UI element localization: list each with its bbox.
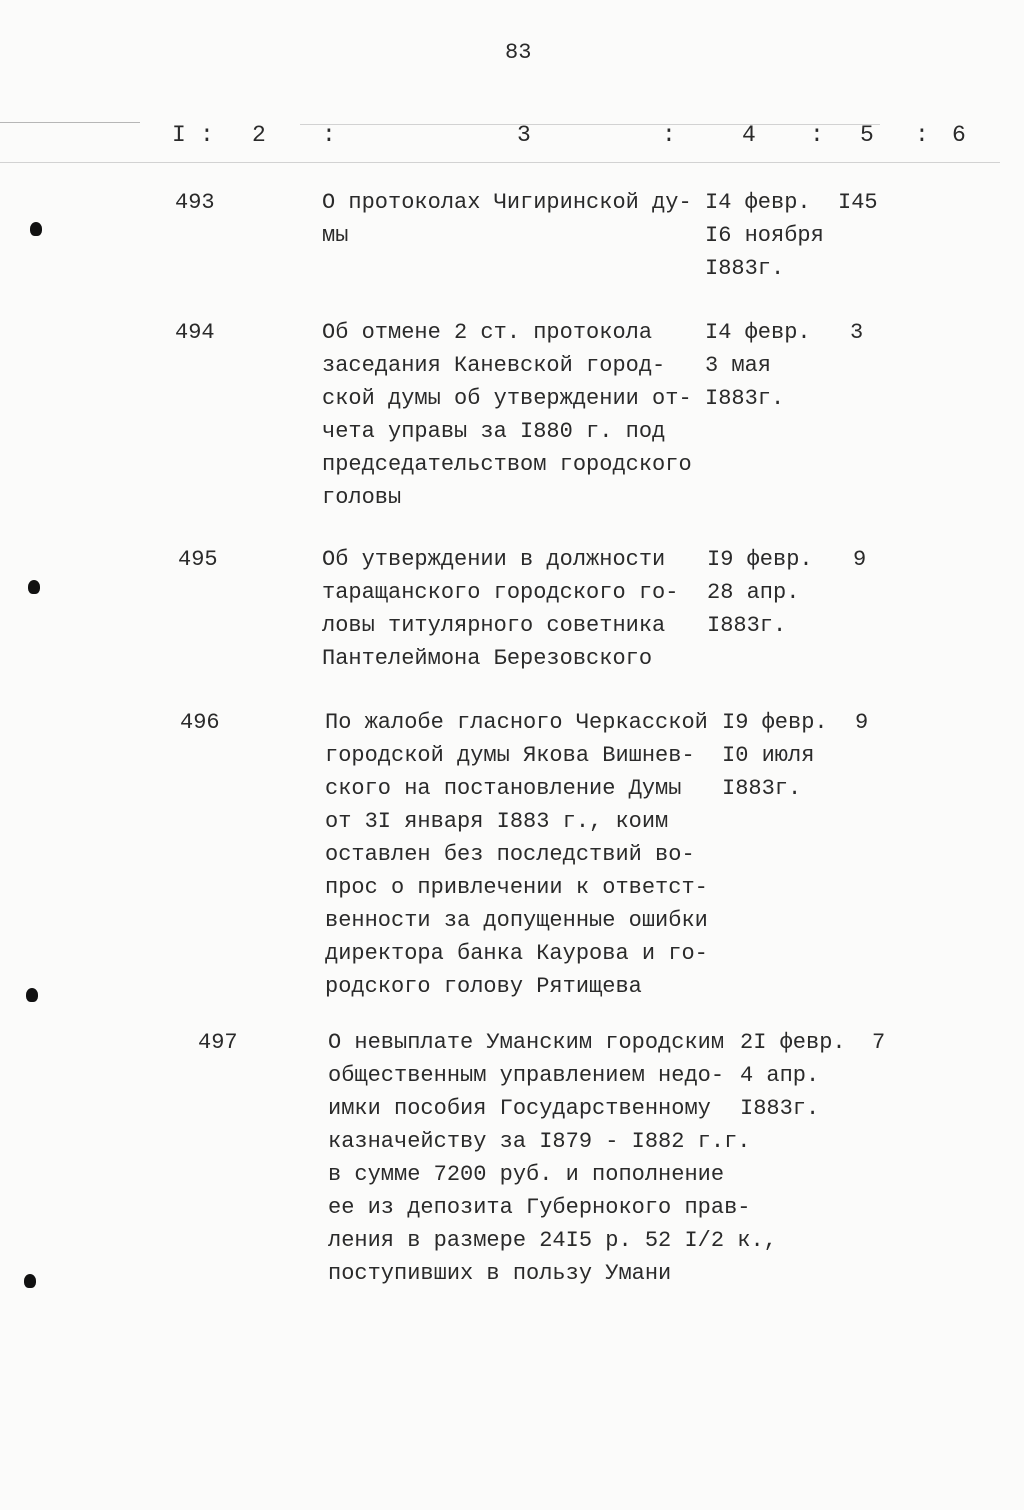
entry-number: [178, 543, 218, 576]
description-line: директора банка Каурова и го-: [325, 941, 708, 966]
date-line: I883г.: [722, 776, 802, 801]
header-sep: :: [200, 122, 214, 148]
date-line: 28 апр.: [707, 580, 800, 605]
header-col-4: 4: [742, 122, 756, 148]
description-line: О протоколах Чигиринской ду-: [322, 190, 692, 215]
entry-number-text: 497: [198, 1030, 238, 1055]
description-line: имки пособия Государственному: [328, 1096, 711, 1121]
punch-hole-mark: [30, 222, 42, 236]
entry-number-text: 493: [175, 190, 215, 215]
date-line: I883г.: [740, 1096, 820, 1121]
entry-number: [175, 316, 215, 349]
entry-number-text: 495: [178, 547, 218, 572]
header-sep: :: [810, 122, 824, 148]
date-line: 3 мая: [705, 353, 772, 378]
date-line: I9 февр.: [722, 710, 828, 735]
description-line: казначейству за I879 - I882 г.г.: [328, 1129, 751, 1154]
entry-description: [322, 316, 692, 514]
description-line: Об утверждении в должности: [322, 547, 666, 572]
header-col-1: I: [172, 122, 186, 148]
entry-description: [322, 186, 692, 252]
punch-hole-mark: [24, 1274, 36, 1288]
sheet-count: 9: [855, 710, 869, 735]
description-line: головы: [322, 485, 402, 510]
description-line: прос о привлечении к ответст-: [325, 875, 708, 900]
description-line: председательством городского: [322, 452, 692, 477]
entry-sheets: [838, 186, 878, 219]
date-line: I883г.: [705, 256, 785, 281]
entry-description: [325, 706, 708, 1003]
description-line: О невыплате Уманским городским: [328, 1030, 725, 1055]
description-line: общественным управлением недо-: [328, 1063, 725, 1088]
entry-sheets: [872, 1026, 885, 1059]
header-col-2: 2: [252, 122, 266, 148]
sheet-count: 3: [850, 320, 864, 345]
date-line: I883г.: [705, 386, 785, 411]
description-line: Пантелеймона Березовского: [322, 646, 653, 671]
sheet-count: 7: [872, 1030, 886, 1055]
entry-number: [198, 1026, 238, 1059]
date-line: I4 февр.: [705, 320, 811, 345]
date-line: I0 июля: [722, 743, 815, 768]
date-line: I883г.: [707, 613, 787, 638]
description-line: венности за допущенные ошибки: [325, 908, 708, 933]
header-sep: :: [662, 122, 676, 148]
entry-number-text: 494: [175, 320, 215, 345]
sheet-count: 9: [853, 547, 867, 572]
page-number: 83: [505, 40, 532, 65]
date-line: I9 февр.: [707, 547, 813, 572]
entry-dates: [707, 543, 813, 642]
entry-dates: [722, 706, 828, 805]
punch-hole-mark: [28, 580, 40, 594]
description-line: ления в размере 24I5 р. 52 I/2 к.,: [328, 1228, 777, 1253]
description-line: ее из депозита Губернокого прав-: [328, 1195, 751, 1220]
date-line: I4 февр.: [705, 190, 811, 215]
description-line: поступивших в пользу Умани: [328, 1261, 672, 1286]
entry-dates: [705, 316, 811, 415]
date-line: 4 апр.: [740, 1063, 820, 1088]
header-sep: :: [915, 122, 929, 148]
date-line: I6 ноября: [705, 223, 824, 248]
description-line: мы: [322, 223, 349, 248]
header-col-6: 6: [952, 122, 966, 148]
entry-sheets: [850, 316, 863, 349]
entry-number: [180, 706, 220, 739]
punch-hole-mark: [26, 988, 38, 1002]
date-line: 2I февр.: [740, 1030, 846, 1055]
entry-description: [328, 1026, 777, 1290]
description-line: ского на постановление Думы: [325, 776, 682, 801]
description-line: Об отмене 2 ст. протокола: [322, 320, 653, 345]
header-rule-top-left: [0, 122, 140, 123]
entry-number-text: 496: [180, 710, 220, 735]
sheet-count: I45: [838, 190, 878, 215]
description-line: ловы титулярного советника: [322, 613, 666, 638]
entry-sheets: [853, 543, 866, 576]
description-line: таращанского городского го-: [322, 580, 679, 605]
header-rule-top: [300, 124, 880, 125]
description-line: оставлен без последствий во-: [325, 842, 695, 867]
description-line: городской думы Якова Вишнев-: [325, 743, 695, 768]
entry-dates: [705, 186, 824, 285]
description-line: ской думы об утверждении от-: [322, 386, 692, 411]
header-col-3: 3: [517, 122, 531, 148]
description-line: от 3I января I883 г., коим: [325, 809, 669, 834]
entry-sheets: [855, 706, 868, 739]
description-line: По жалобе гласного Черкасской: [325, 710, 708, 735]
description-line: в сумме 7200 руб. и пополнение: [328, 1162, 725, 1187]
entry-description: [322, 543, 678, 675]
entry-dates: [740, 1026, 846, 1125]
description-line: заседания Каневской город-: [322, 353, 666, 378]
header-rule-bottom: [0, 162, 1000, 163]
header-col-5: 5: [860, 122, 874, 148]
header-sep: :: [322, 122, 336, 148]
description-line: чета управы за I880 г. под: [322, 419, 666, 444]
entry-number: [175, 186, 215, 219]
description-line: родского голову Рятищева: [325, 974, 642, 999]
